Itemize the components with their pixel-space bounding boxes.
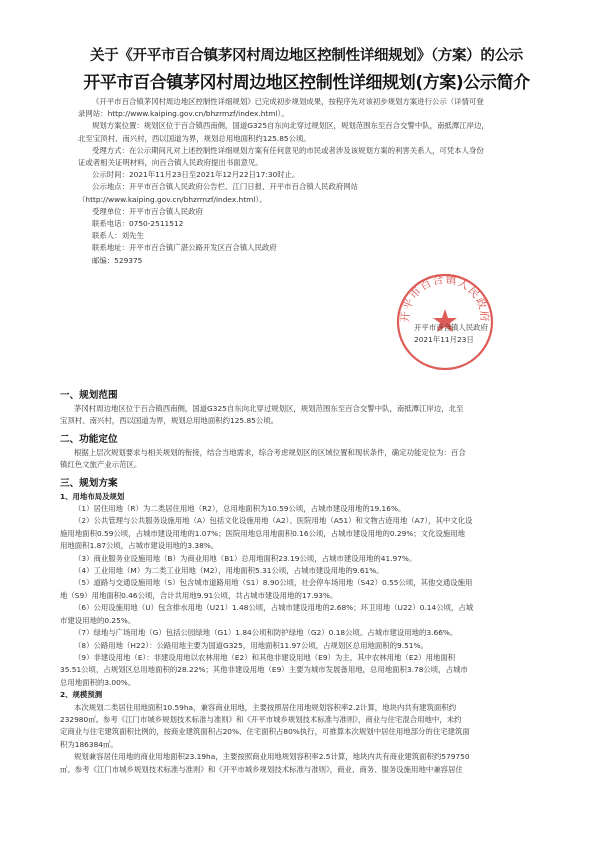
landuse-item-1: （1）居住用地（R）为二类居住用地（R2），总用地面积为10.59公顷，占城市建设用地的19.16%。 [74,504,406,514]
notice-content-line2: 北至宝顶村、南兴村，西以国道为界，规划总用地面积约125.85公顷。 [78,133,311,143]
landuse-item-9-line1: （9）非建设用地（E）：非建设用地以农林用地（E2）和其他非建设用地（E9）为主，其中农林用地（E2）用地面积 [74,652,456,662]
notice-scope-line1: 受理方式：在公示期间凡对上述控制性详细规划方案有任何意见的市民或者涉及该规划方案的利害关系人，可凭本人身份 [92,145,484,155]
scope-text-line1: 茅冈村周边地区位于百合镇西南侧，国道G325自东向北穿过规划区，规划范围东至百合交警中队，南抵潭江岸边，北至 [74,404,464,413]
landuse-item-9-line2: 35.51公顷，占规划区总用地面积的28.22%；其他非建设用地（E9）主要为城市发展备用地，总用地面积3.78公顷，占城市 [60,665,468,675]
notice-contact: 联系人：刘先生 [92,231,144,241]
forecast-para2-line2: ㎡。参考《江门市城乡规划技术标准与准则》和《开平市城乡规划技术标准与准则》，商业、商务、服务设施用地中兼容居住 [60,764,463,774]
landuse-item-6-line2: 市建设用地的0.25%。 [60,615,136,625]
notice-phone: 联系电话：0750-2511512 [92,219,184,229]
scope-text-line2: 宝顶村、南兴村，西以国道为界，规划总用地面积约125.85公顷。 [60,416,279,426]
subsection-title-landuse: 1、用地布局及规划 [60,491,125,501]
notice-scope-line2: 证或者相关证明材料，向百合镇人民政府提出书面意见。 [78,158,263,168]
seal-org-name: 开平市百合镇人民政府 [414,323,488,332]
subsection-title-forecast: 2、规模预测 [60,690,103,700]
function-text-line2: 镇红色文旅产业示范区。 [60,460,142,470]
notice-where-line2: （http://www.kaiping.gov.cn/bhzrmzf/index.html）。 [78,194,267,204]
landuse-item-2-line3: 用地面积1.87公顷，占城市建设用地的3.38%。 [60,541,219,551]
forecast-para1-line4: 积为186384㎡。 [60,739,118,749]
notice-intro-line1: 《开平市百合镇茅冈村周边地区控制性详细规划》已完成初步规划成果，按程序先对该初步规划方案进行公示（详情可登 [92,97,484,106]
seal-ring-text: 开平市百合镇人民政府 [398,272,492,323]
notice-content-line1: 规划方案位置：规划区位于百合镇西南侧，国道G325自东向北穿过规划区，规划范围东至百合交警中队，南抵潭江岸边， [92,121,489,131]
notice-where-line1: 公示地点：开平市百合镇人民政府公告栏、江门日报、开平市百合镇人民政府网站 [92,182,359,192]
section-title-plan: 三、规划方案 [60,477,118,489]
landuse-item-8: （8）公路用地（H22）：公路用地主要为国道G325，用地面积11.97公顷，占规划区总用地面积的9.51%。 [74,640,428,650]
notice-intro-line2: 录网站：http://www.kaiping.gov.cn/bhzrmzf/index.html）。 [78,109,289,119]
page-title: 关于《开平市百合镇茅冈村周边地区控制性详细规划》（方案）的公示 [90,48,523,64]
notice-receiver: 受理单位：开平市百合镇人民政府 [92,206,203,216]
landuse-item-3: （3）商业服务业设施用地（B）为商业用地（B1）总用地面积23.19公顷，占城市建设用地的41.97%。 [74,553,417,563]
forecast-para2-line1: 规划兼容居住用地的商业用地面积23.19ha，主要按照商业用地规划容积率2.5计算，地块内共有商业建筑面积约579750 [74,752,470,762]
landuse-item-4: （4）工业用地（M）为二类工业用地（M2），用地面积5.31公顷，占城市建设用地的9.61%。 [74,566,384,576]
forecast-para1-line1: 本次规划二类居住用地面积10.59ha，兼容商业用地，主要按照居住用地规划容积率2.2计算，地块内共有建筑面积约 [74,702,457,712]
landuse-item-5-line1: （5）道路与交通设施用地（S）包含城市道路用地（S1）8.90公顷，社会停车场用地（S42）0.55公顷，其他交通设施用 [74,578,473,588]
landuse-item-5-line2: 地（S9）用地面积0.46公顷，合计共用地9.91公顷，共占城市建设用地的17.93%。 [60,590,338,600]
notice-period: 公示时间：2021年11月23日至2021年12月22日17:30时止。 [92,170,300,180]
forecast-para1-line2: 232980㎡。参考《江门市城乡规划技术标准与准则》和《开平市城乡规划技术标准与准则》，商业与住宅混合用地中，未约 [60,714,462,724]
landuse-item-7: （7）绿地与广场用地（G）包括公园绿地（G1）1.84公顷和防护绿地（G2）0.18公顷。占城市建设用地的3.66%。 [74,628,458,638]
landuse-item-9-line3: 总用地面积的3.00%。 [60,677,136,687]
notice-address: 联系地址：开平市百合镇广湛公路开发区百合镇人民政府 [92,243,277,253]
page-subtitle: 开平市百合镇茅冈村周边地区控制性详细规划(方案)公示简介 [83,73,530,93]
notice-postcode: 邮编：529375 [92,255,143,265]
function-text-line1: 根据上层次规划要求与相关规划的衔接，结合当地需求，综合考虑规划区的区域位置和现状条件，确定功能定位为：百合 [74,447,466,457]
landuse-item-6-line1: （6）公用设施用地（U）包含排水用地（U21）1.48公顷，占城市建设用地的2.68%；环卫用地（U22）0.14公顷，占城 [74,603,474,613]
plan-body [60,384,548,776]
landuse-item-2-line1: （2）公共管理与公共服务设施用地（A）包括文化设施用地（A2）、医院用地（A51）和文物古迹用地（A7），其中文化设 [74,516,473,526]
notice-block [78,96,548,267]
section-title-function: 二、功能定位 [60,433,118,445]
forecast-para1-line3: 定商业与住宅建筑面积比例的，按商业建筑面积占20%、住宅面积占80%执行，可推算本次规划中居住用地部分的住宅建筑面 [60,727,470,737]
section-title-scope: 一、规划范围 [60,390,118,401]
seal-date: 2021年11月23日 [414,335,474,344]
landuse-item-2-line2: 施用地面积0.59公顷，占城市建设用地的1.07%；医院用地总用地面积0.16公顷，占城市建设用地的0.29%；文化设施用地 [60,528,466,538]
